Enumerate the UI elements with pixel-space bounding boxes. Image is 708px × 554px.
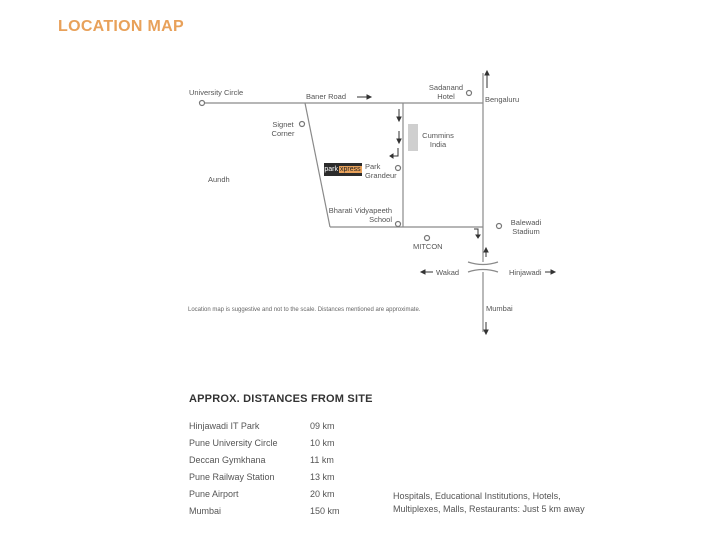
page-title: LOCATION MAP — [58, 18, 184, 35]
cummins-block — [408, 124, 418, 151]
turn-left-icon — [390, 154, 393, 158]
map-disclaimer: Location map is suggestive and not to the scale. Distances mentioned are approximate. — [188, 307, 421, 313]
arrow-up-icon — [484, 248, 488, 252]
distance-value: 10 km — [310, 438, 335, 448]
label-baner-road: Baner Road — [306, 92, 347, 101]
distance-value: 150 km — [310, 506, 340, 516]
label-cummins-india: Cummins India — [422, 131, 454, 149]
balewadi-stadium-dot — [497, 224, 502, 229]
label-bharati-vidyapeeth: Bharati Vidyapeeth School — [328, 206, 392, 224]
arrow-up-icon — [485, 71, 489, 75]
label-bengaluru: Bengaluru — [485, 95, 520, 104]
label-balewadi-stadium: Balewadi Stadium — [510, 218, 542, 236]
distance-row — [189, 489, 335, 499]
label-wakad: Wakad — [436, 268, 460, 277]
distance-place: Pune Railway Station — [189, 472, 275, 482]
distance-row — [189, 455, 334, 465]
label-mitcon: MITCON — [413, 242, 443, 251]
distance-value: 13 km — [310, 472, 335, 482]
distances-title: APPROX. DISTANCES FROM SITE — [189, 393, 373, 405]
label-university-circle: University Circle — [189, 88, 244, 97]
arrow-left-icon — [421, 270, 425, 274]
distance-place: Hinjawadi IT Park — [189, 421, 260, 431]
distance-row — [189, 472, 335, 482]
turn-down-icon — [476, 235, 480, 238]
distance-value: 09 km — [310, 421, 335, 431]
flyover-bottom — [468, 270, 498, 273]
arrow-right-icon — [551, 270, 555, 274]
park-xpress-logo: park xpress — [324, 163, 362, 176]
distance-place: Mumbai — [189, 506, 222, 516]
signet-corner-dot — [300, 122, 305, 127]
distance-value: 20 km — [310, 489, 335, 499]
flyover-top — [468, 262, 498, 265]
distance-row — [189, 438, 335, 448]
distance-value: 11 km — [310, 455, 334, 465]
university-circle-dot — [200, 101, 205, 106]
label-aundh: Aundh — [208, 175, 230, 184]
mitcon-dot — [425, 236, 430, 241]
nearby-amenities-note: Hospitals, Educational Institutions, Hotels, Multiplexes, Malls, Restaurants: Just 5 km away — [393, 491, 585, 514]
arrow-down-icon — [484, 330, 488, 334]
label-signet-corner: Signet Corner — [271, 120, 295, 138]
distance-place: Pune University Circle — [189, 438, 278, 448]
arrow-down-icon — [397, 117, 401, 121]
distance-place: Deccan Gymkhana — [189, 455, 266, 465]
bharati-school-dot — [396, 222, 401, 227]
arrow-right-icon — [367, 95, 371, 99]
label-park-grandeur: Park Grandeur — [365, 162, 397, 180]
arrow-down-icon — [397, 139, 401, 143]
distance-place: Pune Airport — [189, 489, 239, 499]
label-sadanand-hotel: Sadanand Hotel — [428, 83, 464, 101]
distance-row — [189, 421, 335, 431]
distance-row — [189, 506, 340, 516]
label-mumbai: Mumbai — [486, 304, 513, 313]
label-hinjawadi: Hinjawadi — [509, 268, 542, 277]
